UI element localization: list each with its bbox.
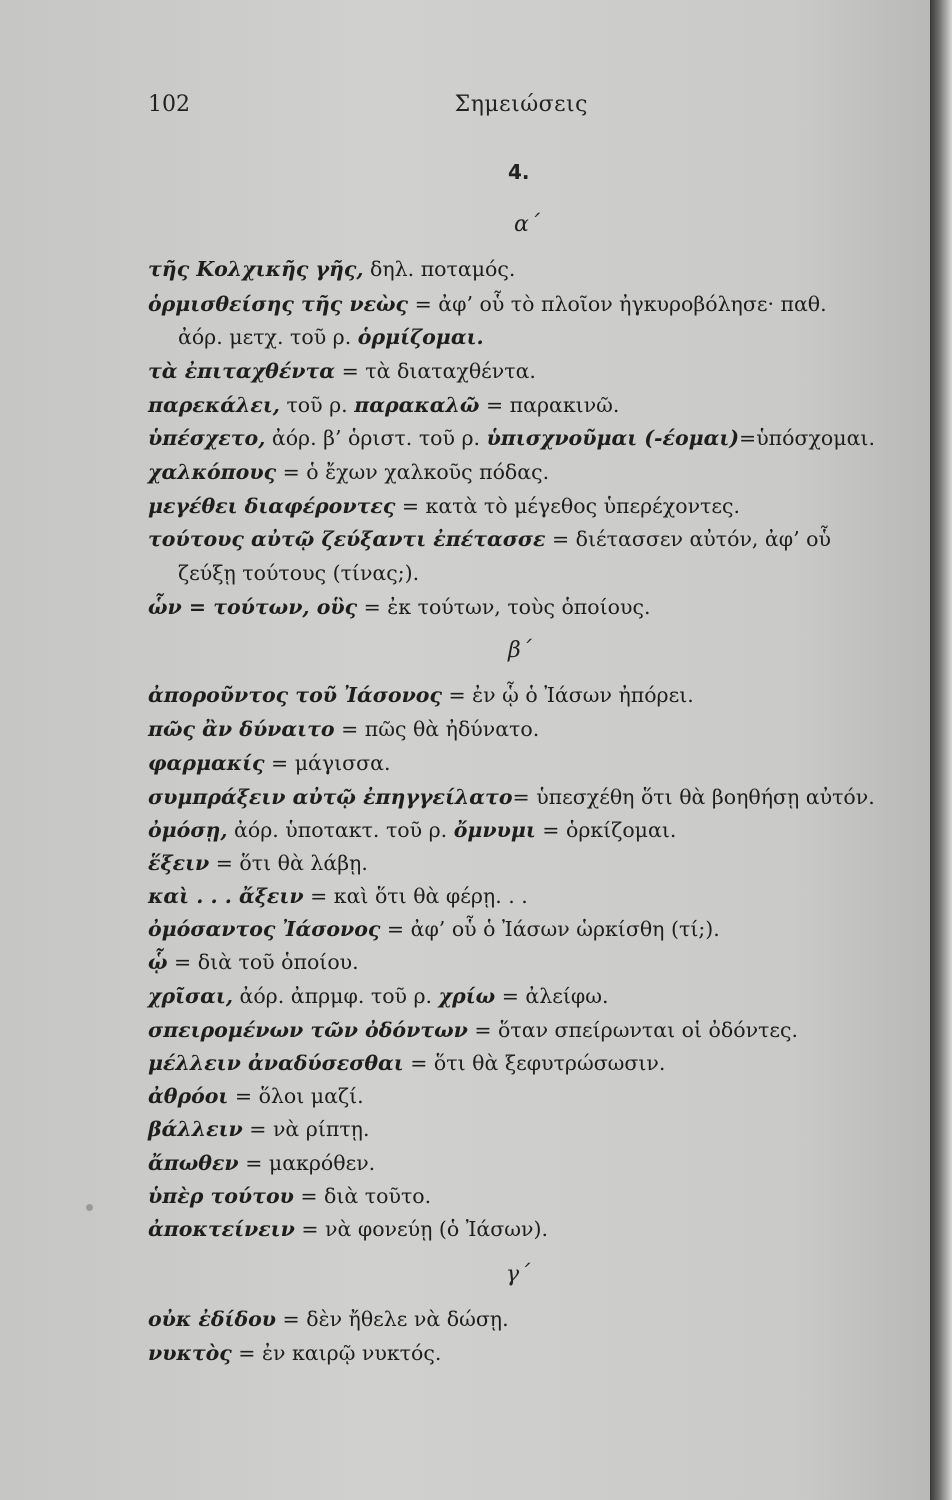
note-line: συμπράξειν αὐτῷ ἐπηγγείλατο= ὑπεσχέθη ὅτι θὰ βοηθήσῃ αὐτόν. (148, 785, 875, 809)
note-line: τῆς Κολχικῆς γῆς, δηλ. ποταμός. (148, 257, 516, 281)
note-line: ἀόρ. μετχ. τοῦ ρ. ὁρμίζομαι. (178, 325, 484, 349)
note-line: ᾧ = διὰ τοῦ ὁποίου. (148, 950, 359, 974)
note-line: ἀποροῦντος τοῦ Ἰάσονος = ἐν ᾧ ὁ Ἰάσων ἠπόρει. (148, 683, 694, 707)
subsection-label-alpha: α΄ (514, 212, 540, 237)
page-number: 102 (148, 92, 190, 117)
note-line: βάλλειν = νὰ ρίπτῃ. (148, 1117, 370, 1141)
note-line: ὀμόσαντος Ἰάσονος = ἀφ’ οὗ ὁ Ἰάσων ὡρκίσθη (τί;). (148, 917, 720, 941)
note-line: πῶς ἂν δύναιτο = πῶς θὰ ἠδύνατο. (148, 717, 540, 741)
page-binding-edge (930, 0, 952, 1500)
page-header (148, 92, 588, 132)
section-number: 4. (508, 160, 530, 184)
note-line: τούτους αὐτῷ ζεύξαντι ἐπέτασσε = διέτασσεν αὐτόν, ἀφ’ οὗ (148, 527, 831, 551)
subsection-label-beta: β΄ (508, 638, 532, 663)
note-line: ἀποκτείνειν = νὰ φονεύῃ (ὁ Ἰάσων). (148, 1217, 548, 1241)
paper-speck (86, 1204, 93, 1211)
note-line: χρῖσαι, ἀόρ. ἀπρμφ. τοῦ ρ. χρίω = ἀλείφω. (148, 984, 609, 1008)
note-line: ὀμόσῃ, ἀόρ. ὑποτακτ. τοῦ ρ. ὄμνυμι = ὁρκίζομαι. (148, 818, 677, 842)
note-line: ὑπὲρ τούτου = διὰ τοῦτο. (148, 1184, 432, 1208)
note-line: ζεύξῃ τούτους (τίνας;). (178, 561, 420, 585)
note-line: ἀθρόοι = ὅλοι μαζί. (148, 1084, 364, 1108)
note-line: οὐκ ἐδίδου = δὲν ἤθελε νὰ δώσῃ. (148, 1307, 509, 1331)
note-line: ἄπωθεν = μακρόθεν. (148, 1151, 376, 1175)
note-line: ὁρμισθείσης τῆς νεὼς = ἀφ’ οὗ τὸ πλοῖον ἠγκυροβόλησε· παθ. (148, 292, 827, 316)
note-line: ἕξειν = ὅτι θὰ λάβῃ. (148, 851, 368, 875)
note-line: χαλκόπους = ὁ ἔχων χαλκοῦς πόδας. (148, 460, 550, 484)
running-title: Σημειώσεις (454, 92, 588, 117)
note-line: καὶ . . . ἄξειν = καὶ ὅτι θὰ φέρῃ. . . (148, 884, 528, 908)
note-line: ὑπέσχετο, ἀόρ. β’ ὁριστ. τοῦ ρ. ὑπισχνοῦμαι (-έομαι)=ὑπόσχομαι. (148, 426, 875, 450)
note-line: τὰ ἐπιταχθέντα = τὰ διαταχθέντα. (148, 359, 536, 383)
note-line: παρεκάλει, τοῦ ρ. παρακαλῶ = παρακινῶ. (148, 393, 620, 417)
note-line: ὧν = τούτων, οὓς = ἐκ τούτων, τοὺς ὁποίους. (148, 595, 651, 619)
note-line: σπειρομένων τῶν ὀδόντων = ὅταν σπείρωνται οἱ ὀδόντες. (148, 1018, 798, 1042)
note-line: μεγέθει διαφέροντες = κατὰ τὸ μέγεθος ὑπερέχοντες. (148, 494, 740, 518)
note-line: φαρμακίς = μάγισσα. (148, 751, 391, 775)
note-line: μέλλειν ἀναδύσεσθαι = ὅτι θὰ ξεφυτρώσωσιν. (148, 1051, 666, 1075)
note-line: νυκτὸς = ἐν καιρῷ νυκτός. (148, 1341, 442, 1365)
subsection-label-gamma: γ΄ (506, 1262, 531, 1287)
